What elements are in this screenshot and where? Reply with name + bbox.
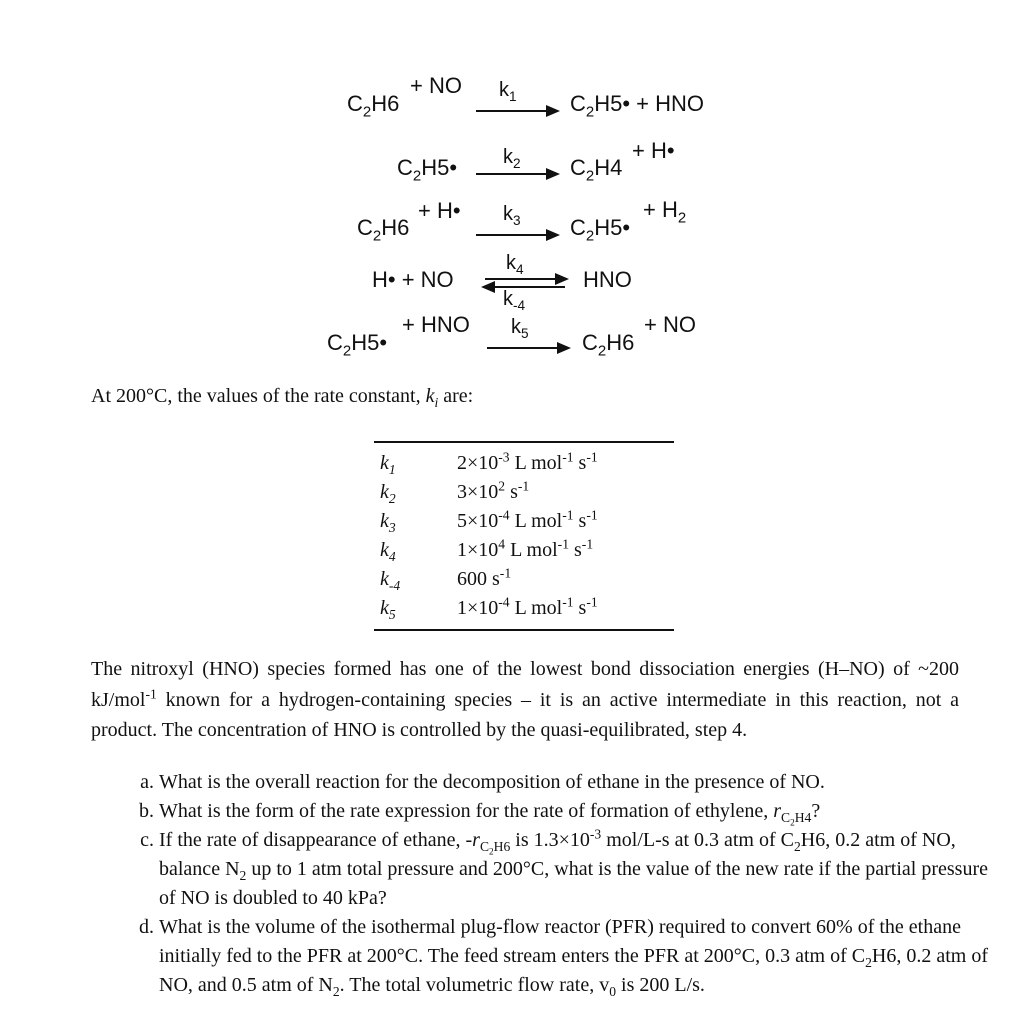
rate-constant-name: $k_3$ xyxy=(380,510,396,535)
rate-constant-value: 600 $s^{-1}$ xyxy=(457,565,512,590)
question-list xyxy=(113,768,1005,1000)
r4-product: HNO xyxy=(583,267,632,292)
rate-constant-intro xyxy=(91,385,474,410)
r3-co-product: + $H_2$ xyxy=(643,197,687,227)
rate-constant-value: $1\times 10^{-4}$ L mol$^{-1}$ $s^{-1}$ xyxy=(457,594,598,619)
r5-forward-arrow xyxy=(487,347,567,349)
table-row xyxy=(374,594,674,630)
r3-rate-constant: $k_3$ xyxy=(503,203,521,228)
question-a: a. What is the overall reaction for the decomposition of ethane in the presence of NO. xyxy=(159,768,1005,797)
r3-product: $C_2H5•$ xyxy=(570,215,631,245)
rate-constant-table xyxy=(374,441,674,631)
table-row xyxy=(374,536,674,565)
r2-co-product: + H• xyxy=(632,138,675,163)
rate-constant-name: $k_4$ xyxy=(380,539,396,564)
r2-rate-constant: $k_2$ xyxy=(503,146,521,171)
r1-products: $C_2H5•$ + HNO xyxy=(570,91,705,121)
rate-constant-value: $3\times 10^2$ $s^{-1}$ xyxy=(457,478,530,503)
table-row xyxy=(374,507,674,536)
r5-rate-constant: $k_5$ xyxy=(511,316,529,341)
table-row xyxy=(374,442,674,478)
r1-co-reactant: + NO xyxy=(410,73,462,98)
r3-co-reactant: + H• xyxy=(418,198,461,223)
r4-forward-constant: $k_4$ xyxy=(506,252,524,277)
question-d: d. What is the volume of the isothermal plug-flow reactor (PFR) required to convert 60% of the ethane initially fed to the PFR at 200°C. The feed stream enters the PFR at 200°C, 0.3 atm of $C_2H6$, 0.2 atm of NO, and 0.5 atm of $N_2$. The total volumetric flow rate, $v_0$ is 200 L/s. xyxy=(159,913,1005,1000)
rate-constant-value: $1\times 10^4$ L mol$^{-1}$ $s^{-1}$ xyxy=(457,536,594,561)
hno-paragraph: The nitroxyl (HNO) species formed has one of the lowest bond dissociation energies (H–NO) of ~200 kJ/mol$^{-1}$ known for a hydrogen-containing species – it is an active intermediate in this reaction, not a product. The concentration of HNO is controlled by the quasi-equilibrated, step 4. xyxy=(91,658,959,741)
r2-reactant: $C_2H5•$ xyxy=(397,155,458,185)
r5-product: $C_2H6$ xyxy=(582,330,635,360)
r4-forward-arrow xyxy=(485,278,565,280)
r3-reactant: $C_2H6$ xyxy=(357,215,410,245)
question-b: b. What is the form of the rate expression for the rate of formation of ethylene, $r_{C_2H4}$? xyxy=(159,797,1005,826)
r1-forward-arrow xyxy=(476,110,556,112)
r4-reverse-constant: $k_{-4}$ xyxy=(503,288,526,313)
question-c: c. If the rate of disappearance of ethane, $-r_{C_2H6}$ is $1.3\times 10^{-3}$ mol/L-s at 0.3 atm of $C_2H6$, 0.2 atm of NO, balance $N_2$ up to 1 atm total pressure and 200°C, what is the value of the new rate if the partial pressure of NO is doubled to 40 kPa? xyxy=(159,826,1005,913)
r5-co-reactant: + HNO xyxy=(402,312,470,337)
r2-forward-arrow xyxy=(476,173,556,175)
r2-product: $C_2H4$ xyxy=(570,155,623,185)
r5-reactant: $C_2H5•$ xyxy=(327,330,388,360)
rate-constant-value: $5\times 10^{-4}$ L mol$^{-1}$ $s^{-1}$ xyxy=(457,507,598,532)
rate-constant-name: $k_2$ xyxy=(380,481,396,506)
r1-reactant: $C_2H6$ xyxy=(347,91,400,121)
table-row xyxy=(374,565,674,594)
intro-symbol: $k_i$ xyxy=(425,385,439,410)
rate-constant-name: $k_{-4}$ xyxy=(380,568,401,593)
r5-co-product: + NO xyxy=(644,312,696,337)
table-row xyxy=(374,478,674,507)
rate-constant-name: $k_5$ xyxy=(380,597,396,622)
r4-reverse-arrow xyxy=(485,286,565,288)
r3-forward-arrow xyxy=(476,234,556,236)
intro-text-before: At 200°C, the values of the rate constant, xyxy=(91,385,426,407)
r1-rate-constant: $k_1$ xyxy=(499,79,517,104)
rate-constant-value: $2\times 10^{-3}$ L mol$^{-1}$ $s^{-1}$ xyxy=(457,449,598,474)
rate-constant-name: $k_1$ xyxy=(380,452,396,477)
intro-text-after: are: xyxy=(438,385,474,407)
r4-reactants: H• + NO xyxy=(372,267,454,292)
